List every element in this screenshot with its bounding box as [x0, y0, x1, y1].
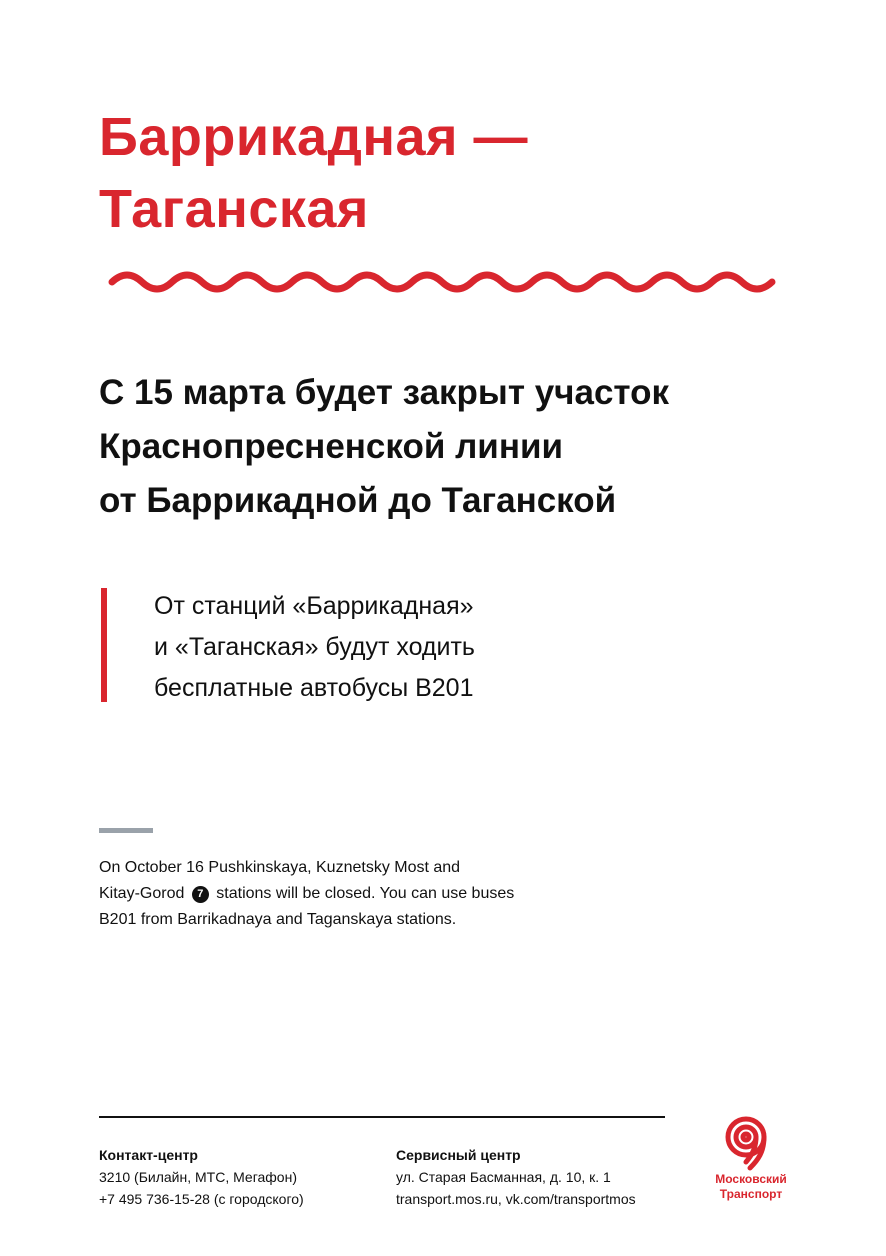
headline [99, 366, 839, 528]
english-line-2-start: Kitay-Gorod [99, 885, 185, 902]
logo-wordmark [696, 1172, 806, 1202]
service-center [396, 1144, 636, 1210]
title-line-2: Таганская [99, 179, 369, 239]
contact-center-title: Контакт-центр [99, 1147, 198, 1163]
contact-center-line-2: +7 495 736-15-28 (с городского) [99, 1191, 304, 1207]
english-line-2-end: stations will be closed. You can use buses [216, 885, 515, 902]
title-line-1: Баррикадная — [99, 107, 529, 167]
page-title [99, 101, 819, 245]
contact-center-line-1: 3210 (Билайн, МТС, Мегафон) [99, 1169, 297, 1185]
headline-line-1: С 15 марта будет закрыт участок [99, 373, 669, 412]
headline-line-2: Краснопресненской линии [99, 427, 563, 466]
notice-line-3: бесплатные автобусы В201 [154, 674, 474, 702]
english-line-3: B201 from Barrikadnaya and Taganskaya stations. [99, 911, 457, 928]
section-divider [99, 828, 153, 833]
wavy-line [112, 275, 772, 289]
english-line-2 [99, 881, 659, 907]
service-center-address: ул. Старая Басманная, д. 10, к. 1 [396, 1169, 611, 1185]
headline-line-3: от Баррикадной до Таганской [99, 481, 617, 520]
notice-line-2: и «Таганская» будут ходить [154, 633, 475, 661]
notice-line-1: От станций «Баррикадная» [154, 592, 474, 620]
logo-line-1: Московский [715, 1172, 787, 1186]
contact-center [99, 1144, 304, 1210]
metro-line-7-icon: 7 [192, 886, 209, 903]
wavy-divider [108, 268, 776, 296]
footer-divider [99, 1116, 665, 1118]
service-center-title: Сервисный центр [396, 1147, 521, 1163]
bus-notice [154, 586, 754, 709]
quote-accent-bar [101, 588, 107, 702]
logo-line-2: Транспорт [719, 1187, 783, 1201]
service-center-links: transport.mos.ru, vk.com/transportmos [396, 1191, 636, 1207]
english-line-1: On October 16 Pushkinskaya, Kuznetsky Most and [99, 859, 461, 876]
english-notice [99, 855, 659, 933]
